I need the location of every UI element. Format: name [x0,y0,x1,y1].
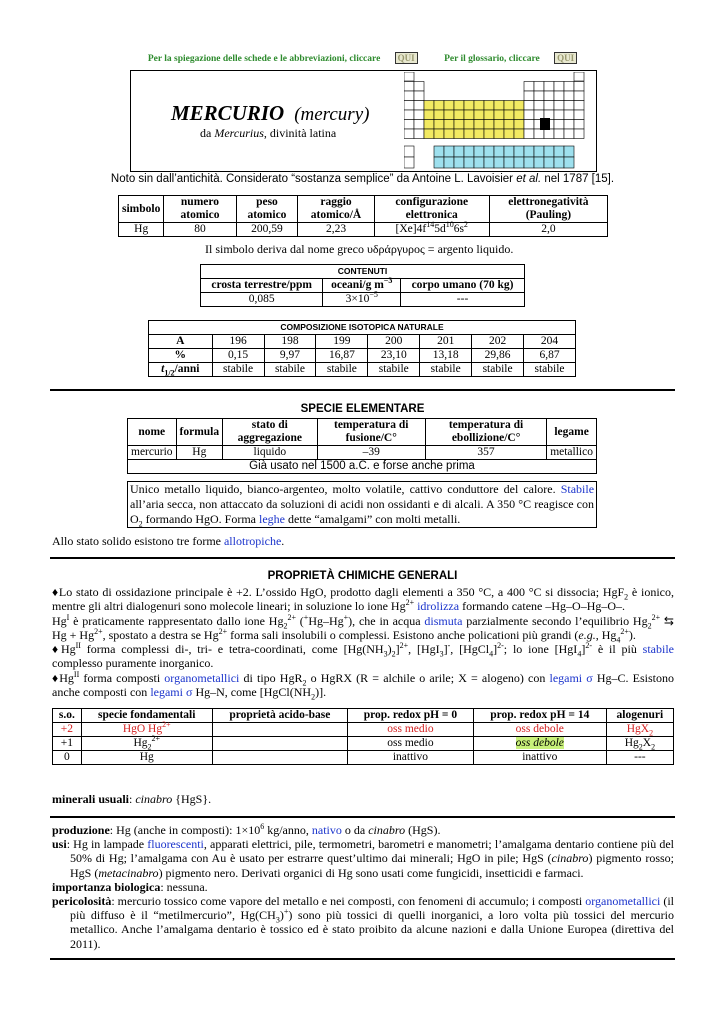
link-stabile[interactable]: Stabile [560,482,595,496]
symbol-origin: Il simbolo deriva dal nome greco υδράργυρος = argento liquido. [205,242,514,256]
link-nativo[interactable]: nativo [311,823,342,837]
divider [50,958,675,960]
redox-table: s.o. specie fondamentali proprietà acido-base prop. redox pH = 0 prop. redox pH = 14 alogenuri +2 HgO $Hg^{2+}$ oss medio oss debole HgX$_2$ +1 $Hg_2^{2+}$ oss medio oss debole $Hg_2X_2$ 0 Hg inattivo inattivo --- [52,708,674,765]
isotope-table: COMPOSIZIONE ISOTOPICA NATURALE A 196 198 199 200 201 202 204 % 0,15 9,97 16,87 23,10 13,18 29,86 6,87 $t_{1/2}$/anni stabile stabile stabile stabile stabile stabile stabile [148,320,576,377]
species-title: SPECIE ELEMENTARE [300,403,425,415]
chem-properties-text: ♦Lo stato di ossidazione principale è +2. L’ossido HgO, prodotto dagli elementi a 350 °C, a 400 °C si dissocia; HgF$_2$ è ionico, mentre gli altri dialogenuri sono molecole lineari; in soluzione lo ione $Hg^{2+}$ idrolizza formando catene –Hg–O–Hg–O–. $Hg^I$ è praticamente rappresentato dallo ione $Hg_2^{2+}$ (+Hg–Hg+), che in acqua dismuta parzialmente secondo l’equilibrio $Hg_2^{2+}$ ⇆ $Hg + Hg^{2+}$, spostato a destra se $Hg^{2+}$ forma sali insolubili o complessi. Esistono anche policationi più grandi (e.g., $Hg_4^{2+}$). $♦Hg^{II}$ forma complessi di-, tri- e tetra-coordinati, come $[Hg(NH_3)_2]^{2+}$, [HgI$_3$]-, [HgCl$_4$]$^{2-}$; lo ione $[HgI_4]^{2-}$ è il più stabile complesso puramente inorganico. $♦Hg^{II}$ forma composti organometallici di tipo HgR$_2$ o HgRX (R = alchile o arile; X = alogeno) con legami σ Hg–C. Esistono anche composti con legami σ Hg–N, come $[HgCl(NH_2)]$. [52,585,675,702]
uses-section: produzione: Hg (anche in composti): $1\times 10^6$ kg/anno, nativo o da cinabro (HgS). usi: Hg in lampade fluorescenti, apparati elettrici, pile, termometri, barometri e manometri; l’amalgama dentario contiene più del 50% di Hg; l’amalgama con Au è usato per estrarre quest’ultimo dai minerali; HgO in pile; HgS (cinabro) pigmento rosso; HgS (metacinabro) pigmento nero. Derivati organici di Hg sono usati come fungicidi, insetticidi e farmaci. importanza biologica: nessuna. pericolosità: mercurio tossico come vapore del metallo e nei composti, con fenomeni di accumulo; i composti organometallici (il più diffuso è il “metilmercurio”, $Hg(CH_3)^+$) sono più tossici di quelli inorganici, a loro volta più tossici del mercurio metallico. Anche l’amalgama dentario è tossico ed è stato proibito da alcune nazioni e dalla Unione Europea (direttiva del 2011). [52,822,674,951]
divider [50,816,675,818]
qui-button-glossary[interactable]: QUI [554,52,577,64]
link-legami[interactable]: legami σ [549,670,593,685]
link-stabile-2[interactable]: stabile [642,642,674,657]
qui-button[interactable]: QUI [395,52,418,64]
link-idrolizza[interactable]: idrolizza [417,599,460,614]
link-dismuta[interactable]: dismuta [424,613,463,628]
properties-table: simbolo numero atomico peso atomico raggio atomico/Å configurazione elettronica elettronegatività (Pauling) Hg 80 200,59 2,23 $[Xe]4f^{14}5d^{10}6s^2$ 2,0 [118,195,608,237]
discovery-note: Noto sin dall’antichità. Considerato “sostanza semplice” da Antoine L. Lavoisier et al. nel 1787 [15]. [110,173,615,185]
species-table: nome formula stato di aggregazione temperatura di fusione/C° temperatura di ebollizione/C° legame mercurio Hg liquido –39 357 metallico Già usato nel 1500 a.C. e forse anche prima [127,418,597,474]
glossary-link[interactable]: Per il glossario, cliccare QUI [438,54,583,64]
contents-table: CONTENUTI crosta terrestre/ppm oceani/g $m^{-3}$ corpo umano (70 kg) 0,085 $3\times 10^{-5}$ --- [200,264,525,307]
divider [50,389,675,391]
allotropes-line: Allo stato solido esistono tre forme allotropiche. [52,534,285,548]
link-organometallici-2[interactable]: organometallici [585,894,661,909]
chem-title: PROPRIETÀ CHIMICHE GENERALI [267,570,458,582]
species-description: Unico metallo liquido, bianco-argenteo, molto volatile, cattivo conduttore del calore. Stabile all’aria secca, non attaccato da soluzioni di acidi non ossidanti e di alcali. A 350 °C reagisce con $O_2$ formando HgO. Forma leghe dette “amalgami” con molti metalli. [127,481,597,528]
minerals-line: minerali usuali: cinabro {HgS}. [52,792,212,806]
link-organometallici[interactable]: organometallici [164,670,240,685]
divider [50,557,675,559]
link-fluorescenti[interactable]: fluorescenti [147,837,204,852]
link-legami-2[interactable]: legami σ [150,685,193,700]
highlight-oss-debole: oss debole [515,737,564,749]
periodic-table-icon [404,72,586,170]
link-leghe[interactable]: leghe [259,512,285,526]
link-allotropiche[interactable]: allotropiche [223,534,282,548]
element-title: MERCURIO (mercury) [171,101,370,125]
header-links [0,52,725,64]
explain-link[interactable]: Per la spiegazione delle schede e le abbreviazioni, cliccare QUI [142,54,424,64]
etymology: da Mercurius, divinità latina [200,126,337,140]
